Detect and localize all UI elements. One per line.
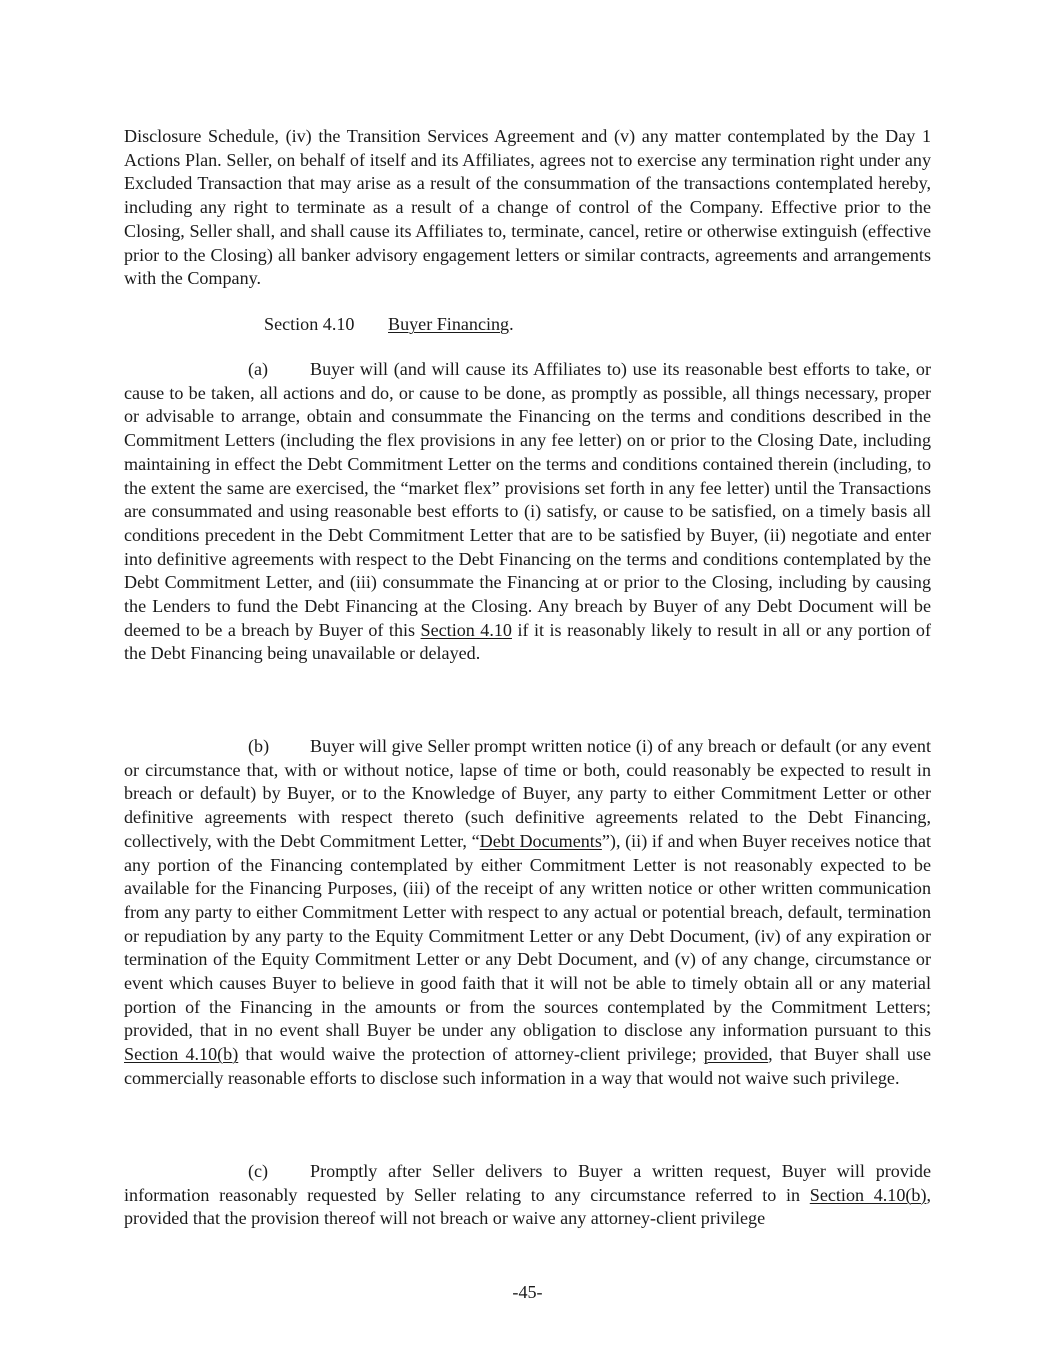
section-title-suffix: . bbox=[509, 314, 514, 334]
section-4-10-reference: Section 4.10 bbox=[420, 619, 512, 640]
paragraph-c bbox=[124, 1160, 931, 1231]
section-4-10-b-reference-c: Section 4.10(b) bbox=[809, 1184, 927, 1205]
paragraph-b-text-4: , that Buyer shall use commercially reasonable efforts to disclose such information in a way that would not waive such privilege. bbox=[124, 1044, 931, 1088]
paragraph-c-text-2: , provided that the provision thereof will not breach or waive any attorney-client privilege bbox=[124, 1184, 932, 1229]
continuation-text: Disclosure Schedule, (iv) the Transition Services Agreement and (v) any matter contemplated by the Day 1 Actions Plan. Seller, on behalf of itself and its Affiliates, agrees not to exercise any termination right under any Excluded Transaction that may arise as a result of the consummation of the transactions contemplated hereby, including any right to terminate as a result of a change of control of the Company. Effective prior to the Closing, Seller shall, and shall cause its Affiliates to, terminate, cancel, retire or otherwise extinguish (effective prior to the Closing) all banker advisory engagement letters or similar contracts, agreements and arrangements with the Company. bbox=[124, 126, 931, 289]
paragraph-a-text-2: if it is reasonably likely to result in all or any portion of the Debt Financing being unavailable or delayed. bbox=[124, 619, 931, 664]
paragraph-c-text-1: Promptly after Seller delivers to Buyer a written request, Buyer will provide information reasonably requested by Seller relating to any circumstance referred to in bbox=[124, 1161, 931, 1205]
page-number: -45- bbox=[512, 1282, 543, 1302]
paragraph-b-text-1: Buyer will give Seller prompt written notice (i) of any breach or default (or any event or circumstance that, with or without notice, lapse of time or both, could reasonably be expected to result in breach or default) by Buyer, or to the Knowledge of Buyer, any party to either Commitment Letter or other definitive agreements with respect thereto (such definitive agreements related to the Debt Financing, collectively, with the Debt Commitment Letter, “ bbox=[124, 736, 931, 851]
section-number: Section 4.10 bbox=[264, 314, 355, 334]
continuation-paragraph bbox=[124, 125, 931, 291]
paragraph-a-marker: (a) bbox=[248, 359, 269, 379]
paragraph-b-marker: (b) bbox=[248, 736, 270, 756]
paragraph-c-marker: (c) bbox=[248, 1161, 269, 1181]
section-title: Buyer Financing bbox=[388, 314, 510, 334]
paragraph-a bbox=[124, 358, 931, 666]
debt-documents-defined-term: Debt Documents bbox=[479, 830, 602, 851]
paragraph-b bbox=[124, 735, 931, 1091]
paragraph-b-text-2: ”), (ii) if and when Buyer receives notice that any portion of the Financing contemplated by either Commitment Letter is not reasonably expected to be available for the Financing Purposes, (iii) of the receipt of any written notice or other written communication from any party to either Commitment Letter with respect to any actual or potential breach, default, termination or repudiation by any party to the Equity Commitment Letter or any Debt Document, (iv) of any expiration or termination of the Equity Commitment Letter or any Debt Document, and (v) of any change, circumstance or event which causes Buyer to believe in good faith that it will not be able to timely obtain all or any material portion of the Financing in the amounts or from the sources contemplated by the Commitment Letters; provided, that in no event shall Buyer be under any obligation to disclose any information pursuant to this bbox=[124, 830, 931, 1041]
provided-term: provided bbox=[703, 1044, 769, 1065]
paragraph-b-text-3: that would waive the protection of attorney-client privilege; bbox=[238, 1044, 704, 1065]
paragraph-a-text-1: Buyer will (and will cause its Affiliates to) use its reasonable best efforts to take, or cause to be taken, all actions and do, or cause to be done, as promptly as possible, all things necessary, proper or advisable to arrange, obtain and consummate the Financing on the terms and conditions described in the Commitment Letters (including the flex provisions in any fee letter) on or prior to the Closing Date, including maintaining in effect the Debt Commitment Letter on the terms and conditions contained therein (including, to the extent the same are exercised, the “market flex” provisions set forth in any fee letter) until the Transactions are consummated and using reasonable best efforts to (i) satisfy, or cause to be satisfied, on a timely basis all conditions precedent in the Debt Commitment Letter that are to be satisfied by Buyer, (ii) negotiate and enter into definitive agreements with respect to the Debt Financing on the terms and conditions contemplated by the Debt Commitment Letter, and (iii) consummate the Financing at or prior to the Closing, including by causing the Lenders to fund the Debt Financing at the Closing. Any breach by Buyer of any Debt Document will be deemed to be a breach by Buyer of this bbox=[124, 359, 931, 640]
section-heading bbox=[264, 313, 514, 337]
section-4-10-b-reference: Section 4.10(b) bbox=[124, 1044, 239, 1065]
